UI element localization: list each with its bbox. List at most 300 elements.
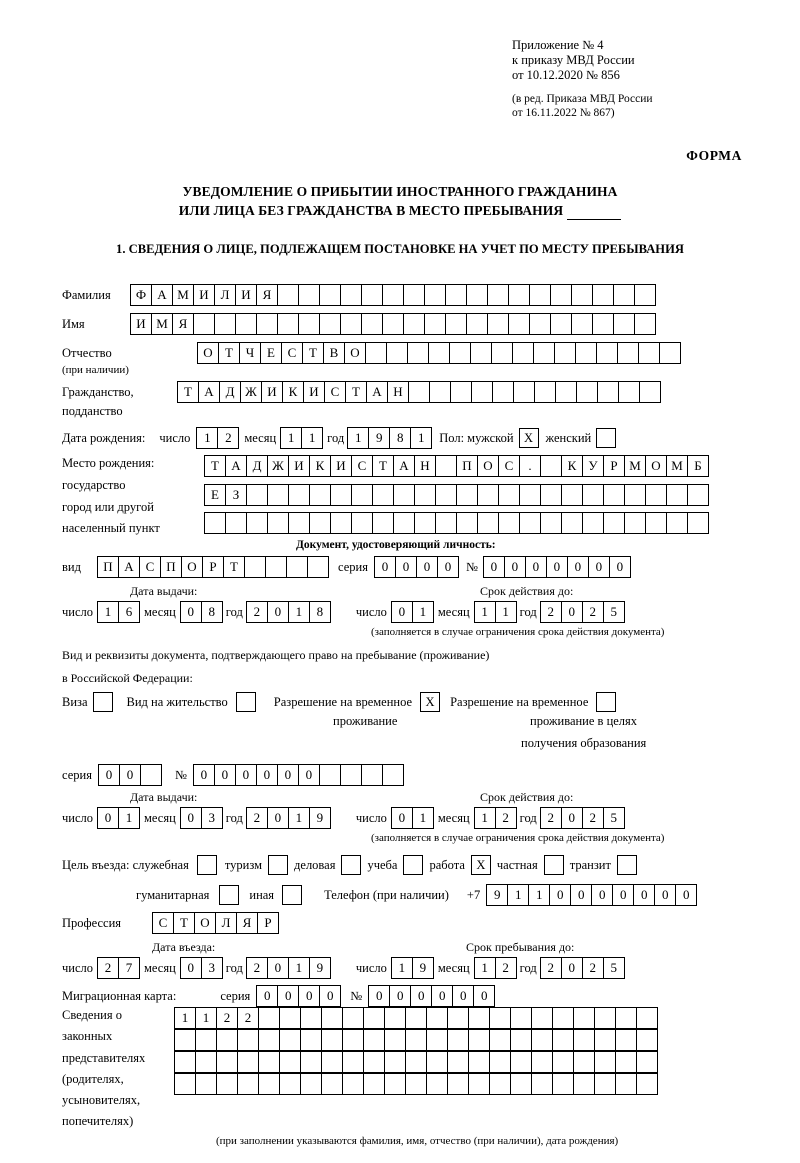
legal-rep-1-cell[interactable] [531,1007,553,1029]
stay-number-cell[interactable] [361,764,383,786]
stay-series-cell[interactable] [140,764,162,786]
birthplace-2-cell[interactable] [372,484,394,506]
name-cell[interactable] [256,313,278,335]
stay-series-cell[interactable]: 0 [119,764,141,786]
doc-number-cell[interactable]: 0 [504,556,526,578]
birthplace-3-cell[interactable] [540,512,562,534]
doc-issue-day-cell[interactable]: 6 [118,601,140,623]
patronymic-cell[interactable] [596,342,618,364]
legal-rep-4-cell[interactable] [573,1073,595,1095]
doc-series-cell[interactable]: 0 [437,556,459,578]
name-input[interactable] [130,313,655,335]
legal-rep-2-cell[interactable] [195,1029,217,1051]
doc-issue-year-cell[interactable]: 2 [246,601,268,623]
legal-rep-3-cell[interactable] [384,1051,406,1073]
birthplace-1-cell[interactable]: Б [687,455,709,477]
sex-female-checkbox[interactable] [596,428,616,448]
legal-rep-2-cell[interactable] [342,1029,364,1051]
migration-number-cell[interactable]: 0 [389,985,411,1007]
citizenship-cell[interactable] [597,381,619,403]
surname-cell[interactable] [508,284,530,306]
residence-permit-checkbox[interactable] [236,692,256,712]
stay-issue-year-cell[interactable]: 9 [309,807,331,829]
name-cell[interactable] [592,313,614,335]
migration-series-cell[interactable]: 0 [298,985,320,1007]
until-month-cell[interactable]: 2 [495,957,517,979]
birthplace-3-cell[interactable] [267,512,289,534]
surname-cell[interactable] [487,284,509,306]
birthplace-3-cell[interactable] [225,512,247,534]
doc-type-cell[interactable] [307,556,329,578]
legal-rep-1-cell[interactable] [615,1007,637,1029]
phone-cell[interactable]: 0 [675,884,697,906]
migration-number-cell[interactable]: 0 [473,985,495,1007]
stay-number-cell[interactable]: 0 [193,764,215,786]
birthplace-1-cell[interactable]: Т [372,455,394,477]
legal-rep-4-cell[interactable] [468,1073,490,1095]
legal-rep-4-cell[interactable] [510,1073,532,1095]
birthplace-1-cell[interactable]: И [288,455,310,477]
doc-series-cell[interactable]: 0 [374,556,396,578]
birthplace-3-cell[interactable] [624,512,646,534]
birthplace-row-2[interactable] [204,484,708,506]
birthplace-3-cell[interactable] [435,512,457,534]
birth-month-cell[interactable]: 1 [301,427,323,449]
migration-series-cell[interactable]: 0 [256,985,278,1007]
legal-rep-2-cell[interactable] [363,1029,385,1051]
birthplace-3-cell[interactable] [561,512,583,534]
migration-series-cell[interactable]: 0 [319,985,341,1007]
legal-rep-1-cell[interactable] [342,1007,364,1029]
birth-year-cell[interactable]: 8 [389,427,411,449]
doc-type-cell[interactable]: С [139,556,161,578]
birth-day-cell[interactable]: 2 [217,427,239,449]
legal-rep-2-cell[interactable] [300,1029,322,1051]
legal-rep-row-1[interactable] [174,1007,657,1029]
phone-cell[interactable]: 0 [570,884,592,906]
legal-rep-2-cell[interactable] [573,1029,595,1051]
birthplace-1-cell[interactable]: М [624,455,646,477]
migration-number-cell[interactable]: 0 [452,985,474,1007]
legal-rep-4-cell[interactable] [405,1073,427,1095]
legal-rep-1-cell[interactable] [279,1007,301,1029]
entry-day-input[interactable] [97,957,139,979]
birthplace-1-cell[interactable]: О [477,455,499,477]
legal-rep-3-cell[interactable] [573,1051,595,1073]
doc-number-cell[interactable]: 0 [609,556,631,578]
patronymic-cell[interactable]: Т [218,342,240,364]
birthplace-2-cell[interactable]: З [225,484,247,506]
purpose-humanitarian-checkbox[interactable] [219,885,239,905]
legal-rep-1-cell[interactable] [384,1007,406,1029]
patronymic-cell[interactable]: О [344,342,366,364]
legal-rep-2-cell[interactable] [279,1029,301,1051]
surname-cell[interactable] [340,284,362,306]
legal-rep-1-cell[interactable] [636,1007,658,1029]
birthplace-3-cell[interactable] [519,512,541,534]
doc-type-cell[interactable]: О [181,556,203,578]
entry-month-cell[interactable]: 0 [180,957,202,979]
legal-rep-3-cell[interactable] [195,1051,217,1073]
until-year-cell[interactable]: 5 [603,957,625,979]
stay-doc-series-input[interactable] [98,764,161,786]
patronymic-cell[interactable] [365,342,387,364]
birthplace-3-cell[interactable] [393,512,415,534]
legal-rep-3-cell[interactable] [594,1051,616,1073]
legal-rep-3-cell[interactable] [300,1051,322,1073]
purpose-private-checkbox[interactable] [544,855,564,875]
until-year-cell[interactable]: 2 [540,957,562,979]
surname-cell[interactable]: Ф [130,284,152,306]
birthplace-1-cell[interactable]: . [519,455,541,477]
surname-cell[interactable] [445,284,467,306]
legal-rep-3-cell[interactable] [531,1051,553,1073]
birthplace-3-cell[interactable] [288,512,310,534]
stay-number-cell[interactable]: 0 [235,764,257,786]
patronymic-cell[interactable]: В [323,342,345,364]
birthplace-2-cell[interactable] [456,484,478,506]
birthplace-2-cell[interactable]: Е [204,484,226,506]
until-month-input[interactable] [474,957,516,979]
migration-number-cell[interactable]: 0 [431,985,453,1007]
legal-rep-2-cell[interactable] [426,1029,448,1051]
doc-valid-year-cell[interactable]: 2 [540,601,562,623]
until-year-cell[interactable]: 0 [561,957,583,979]
legal-rep-3-cell[interactable] [636,1051,658,1073]
stay-number-cell[interactable]: 0 [277,764,299,786]
legal-rep-3-cell[interactable] [279,1051,301,1073]
patronymic-cell[interactable] [386,342,408,364]
birthplace-2-cell[interactable] [246,484,268,506]
legal-rep-2-cell[interactable] [384,1029,406,1051]
name-cell[interactable]: И [130,313,152,335]
legal-rep-4-cell[interactable] [489,1073,511,1095]
entry-month-input[interactable] [180,957,222,979]
profession-cell[interactable]: Т [173,912,195,934]
legal-rep-2-cell[interactable] [258,1029,280,1051]
patronymic-cell[interactable] [491,342,513,364]
doc-valid-year-cell[interactable]: 5 [603,601,625,623]
stay-valid-day-input[interactable] [391,807,433,829]
purpose-transit-checkbox[interactable] [617,855,637,875]
visa-checkbox[interactable] [93,692,113,712]
doc-type-cell[interactable]: Р [202,556,224,578]
legal-rep-4-cell[interactable] [342,1073,364,1095]
birthplace-3-cell[interactable] [456,512,478,534]
legal-rep-1-cell[interactable] [468,1007,490,1029]
birthplace-2-cell[interactable] [351,484,373,506]
birthplace-1-cell[interactable]: М [666,455,688,477]
stay-issue-year-cell[interactable]: 1 [288,807,310,829]
legal-rep-3-cell[interactable] [426,1051,448,1073]
name-cell[interactable] [613,313,635,335]
birth-month-input[interactable] [280,427,322,449]
legal-rep-2-cell[interactable] [321,1029,343,1051]
entry-day-cell[interactable]: 2 [97,957,119,979]
patronymic-cell[interactable]: О [197,342,219,364]
doc-number-cell[interactable]: 0 [567,556,589,578]
surname-cell[interactable]: Я [256,284,278,306]
legal-rep-2-cell[interactable] [615,1029,637,1051]
name-cell[interactable] [277,313,299,335]
entry-day-cell[interactable]: 7 [118,957,140,979]
citizenship-cell[interactable] [408,381,430,403]
stay-valid-year-cell[interactable]: 2 [540,807,562,829]
profession-cell[interactable]: С [152,912,174,934]
birthplace-1-cell[interactable]: С [351,455,373,477]
patronymic-cell[interactable]: Ч [239,342,261,364]
birthplace-1-cell[interactable]: Ж [267,455,289,477]
migration-number-cell[interactable]: 0 [368,985,390,1007]
phone-cell[interactable]: 0 [591,884,613,906]
birth-year-cell[interactable]: 1 [410,427,432,449]
birthplace-2-cell[interactable] [603,484,625,506]
doc-series-cell[interactable]: 0 [395,556,417,578]
doc-type-cell[interactable] [286,556,308,578]
entry-month-cell[interactable]: 3 [201,957,223,979]
doc-valid-month-cell[interactable]: 1 [474,601,496,623]
birthplace-1-cell[interactable]: Т [204,455,226,477]
patronymic-cell[interactable] [617,342,639,364]
birthplace-1-cell[interactable]: К [309,455,331,477]
birth-year-cell[interactable]: 9 [368,427,390,449]
legal-rep-4-cell[interactable] [447,1073,469,1095]
legal-rep-3-cell[interactable] [321,1051,343,1073]
birth-day-cell[interactable]: 1 [196,427,218,449]
surname-cell[interactable] [634,284,656,306]
name-cell[interactable] [298,313,320,335]
citizenship-input[interactable] [177,381,660,403]
legal-rep-1-cell[interactable] [321,1007,343,1029]
surname-cell[interactable]: М [172,284,194,306]
doc-valid-month-input[interactable] [474,601,516,623]
doc-type-cell[interactable]: П [160,556,182,578]
name-cell[interactable] [235,313,257,335]
legal-rep-1-cell[interactable]: 2 [216,1007,238,1029]
birthplace-2-cell[interactable] [498,484,520,506]
legal-rep-2-cell[interactable] [174,1029,196,1051]
legal-rep-4-cell[interactable] [279,1073,301,1095]
birthplace-2-cell[interactable] [666,484,688,506]
citizenship-cell[interactable]: С [324,381,346,403]
citizenship-cell[interactable]: К [282,381,304,403]
legal-rep-3-cell[interactable] [342,1051,364,1073]
name-cell[interactable] [445,313,467,335]
citizenship-cell[interactable]: А [366,381,388,403]
legal-rep-2-cell[interactable] [237,1029,259,1051]
purpose-work-checkbox[interactable]: X [471,855,491,875]
legal-rep-1-cell[interactable] [300,1007,322,1029]
legal-rep-4-cell[interactable] [384,1073,406,1095]
doc-valid-day-cell[interactable]: 0 [391,601,413,623]
birthplace-1-cell[interactable]: К [561,455,583,477]
name-cell[interactable] [340,313,362,335]
stay-issue-month-cell[interactable]: 3 [201,807,223,829]
birthplace-1-cell[interactable]: Д [246,455,268,477]
citizenship-cell[interactable]: И [261,381,283,403]
legal-rep-4-cell[interactable] [363,1073,385,1095]
name-cell[interactable]: Я [172,313,194,335]
stay-valid-year-cell[interactable]: 5 [603,807,625,829]
birthplace-1-cell[interactable]: И [330,455,352,477]
surname-cell[interactable]: Л [214,284,236,306]
patronymic-cell[interactable] [575,342,597,364]
surname-cell[interactable] [571,284,593,306]
birthplace-2-cell[interactable] [561,484,583,506]
legal-rep-4-cell[interactable] [195,1073,217,1095]
birthplace-3-cell[interactable] [330,512,352,534]
stay-issue-year-cell[interactable]: 2 [246,807,268,829]
doc-issue-day-input[interactable] [97,601,139,623]
name-cell[interactable] [361,313,383,335]
legal-rep-3-cell[interactable] [552,1051,574,1073]
birth-month-cell[interactable]: 1 [280,427,302,449]
legal-rep-2-cell[interactable] [216,1029,238,1051]
legal-rep-2-cell[interactable] [489,1029,511,1051]
doc-valid-day-input[interactable] [391,601,433,623]
stay-series-cell[interactable]: 0 [98,764,120,786]
name-cell[interactable] [550,313,572,335]
doc-issue-year-cell[interactable]: 0 [267,601,289,623]
name-cell[interactable] [634,313,656,335]
citizenship-cell[interactable] [534,381,556,403]
birthplace-3-cell[interactable] [204,512,226,534]
name-cell[interactable] [424,313,446,335]
phone-cell[interactable]: 9 [486,884,508,906]
stay-issue-month-cell[interactable]: 0 [180,807,202,829]
legal-rep-3-cell[interactable] [489,1051,511,1073]
doc-type-cell[interactable] [244,556,266,578]
surname-cell[interactable]: И [235,284,257,306]
legal-rep-3-cell[interactable] [363,1051,385,1073]
birthplace-2-cell[interactable] [309,484,331,506]
birthplace-2-cell[interactable] [393,484,415,506]
legal-rep-4-cell[interactable] [321,1073,343,1095]
surname-cell[interactable] [424,284,446,306]
patronymic-cell[interactable] [470,342,492,364]
birthplace-1-cell[interactable] [435,455,457,477]
legal-rep-4-cell[interactable] [426,1073,448,1095]
stay-number-cell[interactable]: 0 [298,764,320,786]
purpose-other-checkbox[interactable] [282,885,302,905]
patronymic-cell[interactable] [638,342,660,364]
legal-rep-3-cell[interactable] [258,1051,280,1073]
legal-rep-3-cell[interactable] [468,1051,490,1073]
stay-valid-year-input[interactable] [540,807,624,829]
temp-residence-checkbox[interactable]: X [420,692,440,712]
patronymic-cell[interactable] [659,342,681,364]
citizenship-cell[interactable]: И [303,381,325,403]
legal-rep-2-cell[interactable] [552,1029,574,1051]
stay-valid-year-cell[interactable]: 2 [582,807,604,829]
surname-cell[interactable] [298,284,320,306]
birthplace-3-cell[interactable] [309,512,331,534]
id-doc-number-input[interactable] [483,556,630,578]
legal-rep-4-cell[interactable] [636,1073,658,1095]
birthplace-3-cell[interactable] [645,512,667,534]
purpose-tourism-checkbox[interactable] [268,855,288,875]
doc-valid-year-cell[interactable]: 2 [582,601,604,623]
birthplace-1-cell[interactable]: А [393,455,415,477]
legal-rep-1-cell[interactable] [258,1007,280,1029]
migration-number-input[interactable] [368,985,494,1007]
legal-rep-3-cell[interactable] [174,1051,196,1073]
legal-rep-2-cell[interactable] [468,1029,490,1051]
legal-rep-1-cell[interactable]: 1 [195,1007,217,1029]
name-cell[interactable] [508,313,530,335]
birthplace-row-1[interactable] [204,455,708,477]
migration-series-cell[interactable]: 0 [277,985,299,1007]
profession-cell[interactable]: О [194,912,216,934]
stay-number-cell[interactable] [340,764,362,786]
legal-rep-1-cell[interactable]: 1 [174,1007,196,1029]
phone-cell[interactable]: 0 [612,884,634,906]
birthplace-2-cell[interactable] [477,484,499,506]
citizenship-cell[interactable]: Н [387,381,409,403]
legal-rep-1-cell[interactable] [363,1007,385,1029]
birthplace-3-cell[interactable] [414,512,436,534]
citizenship-cell[interactable]: Д [219,381,241,403]
legal-rep-4-cell[interactable] [615,1073,637,1095]
profession-cell[interactable]: Л [215,912,237,934]
until-day-input[interactable] [391,957,433,979]
phone-cell[interactable]: 1 [507,884,529,906]
birthplace-3-cell[interactable] [246,512,268,534]
birthplace-1-cell[interactable]: Р [603,455,625,477]
name-cell[interactable] [214,313,236,335]
doc-valid-year-cell[interactable]: 0 [561,601,583,623]
birthplace-2-cell[interactable] [267,484,289,506]
birthplace-2-cell[interactable] [624,484,646,506]
doc-issue-month-input[interactable] [180,601,222,623]
until-day-cell[interactable]: 1 [391,957,413,979]
legal-rep-2-cell[interactable] [447,1029,469,1051]
doc-issue-year-input[interactable] [246,601,330,623]
legal-rep-1-cell[interactable] [594,1007,616,1029]
legal-rep-4-cell[interactable] [174,1073,196,1095]
phone-cell[interactable]: 0 [549,884,571,906]
name-cell[interactable] [319,313,341,335]
birthplace-1-cell[interactable]: А [225,455,247,477]
doc-issue-month-cell[interactable]: 8 [201,601,223,623]
legal-rep-1-cell[interactable] [489,1007,511,1029]
legal-rep-4-cell[interactable] [300,1073,322,1095]
birthplace-1-cell[interactable]: О [645,455,667,477]
citizenship-cell[interactable]: Т [345,381,367,403]
surname-input[interactable] [130,284,655,306]
birthplace-1-cell[interactable]: У [582,455,604,477]
profession-cell[interactable]: Р [257,912,279,934]
birthplace-2-cell[interactable] [330,484,352,506]
phone-cell[interactable]: 0 [633,884,655,906]
name-cell[interactable]: М [151,313,173,335]
citizenship-cell[interactable] [639,381,661,403]
name-cell[interactable] [571,313,593,335]
stay-issue-day-cell[interactable]: 1 [118,807,140,829]
birthplace-3-cell[interactable] [687,512,709,534]
stay-valid-year-cell[interactable]: 0 [561,807,583,829]
purpose-service-checkbox[interactable] [197,855,217,875]
stay-number-cell[interactable] [382,764,404,786]
doc-type-cell[interactable]: Т [223,556,245,578]
legal-rep-4-cell[interactable] [258,1073,280,1095]
patronymic-cell[interactable]: Е [260,342,282,364]
legal-rep-2-cell[interactable] [510,1029,532,1051]
until-day-cell[interactable]: 9 [412,957,434,979]
legal-rep-1-cell[interactable] [426,1007,448,1029]
stay-number-cell[interactable] [319,764,341,786]
legal-rep-4-cell[interactable] [594,1073,616,1095]
